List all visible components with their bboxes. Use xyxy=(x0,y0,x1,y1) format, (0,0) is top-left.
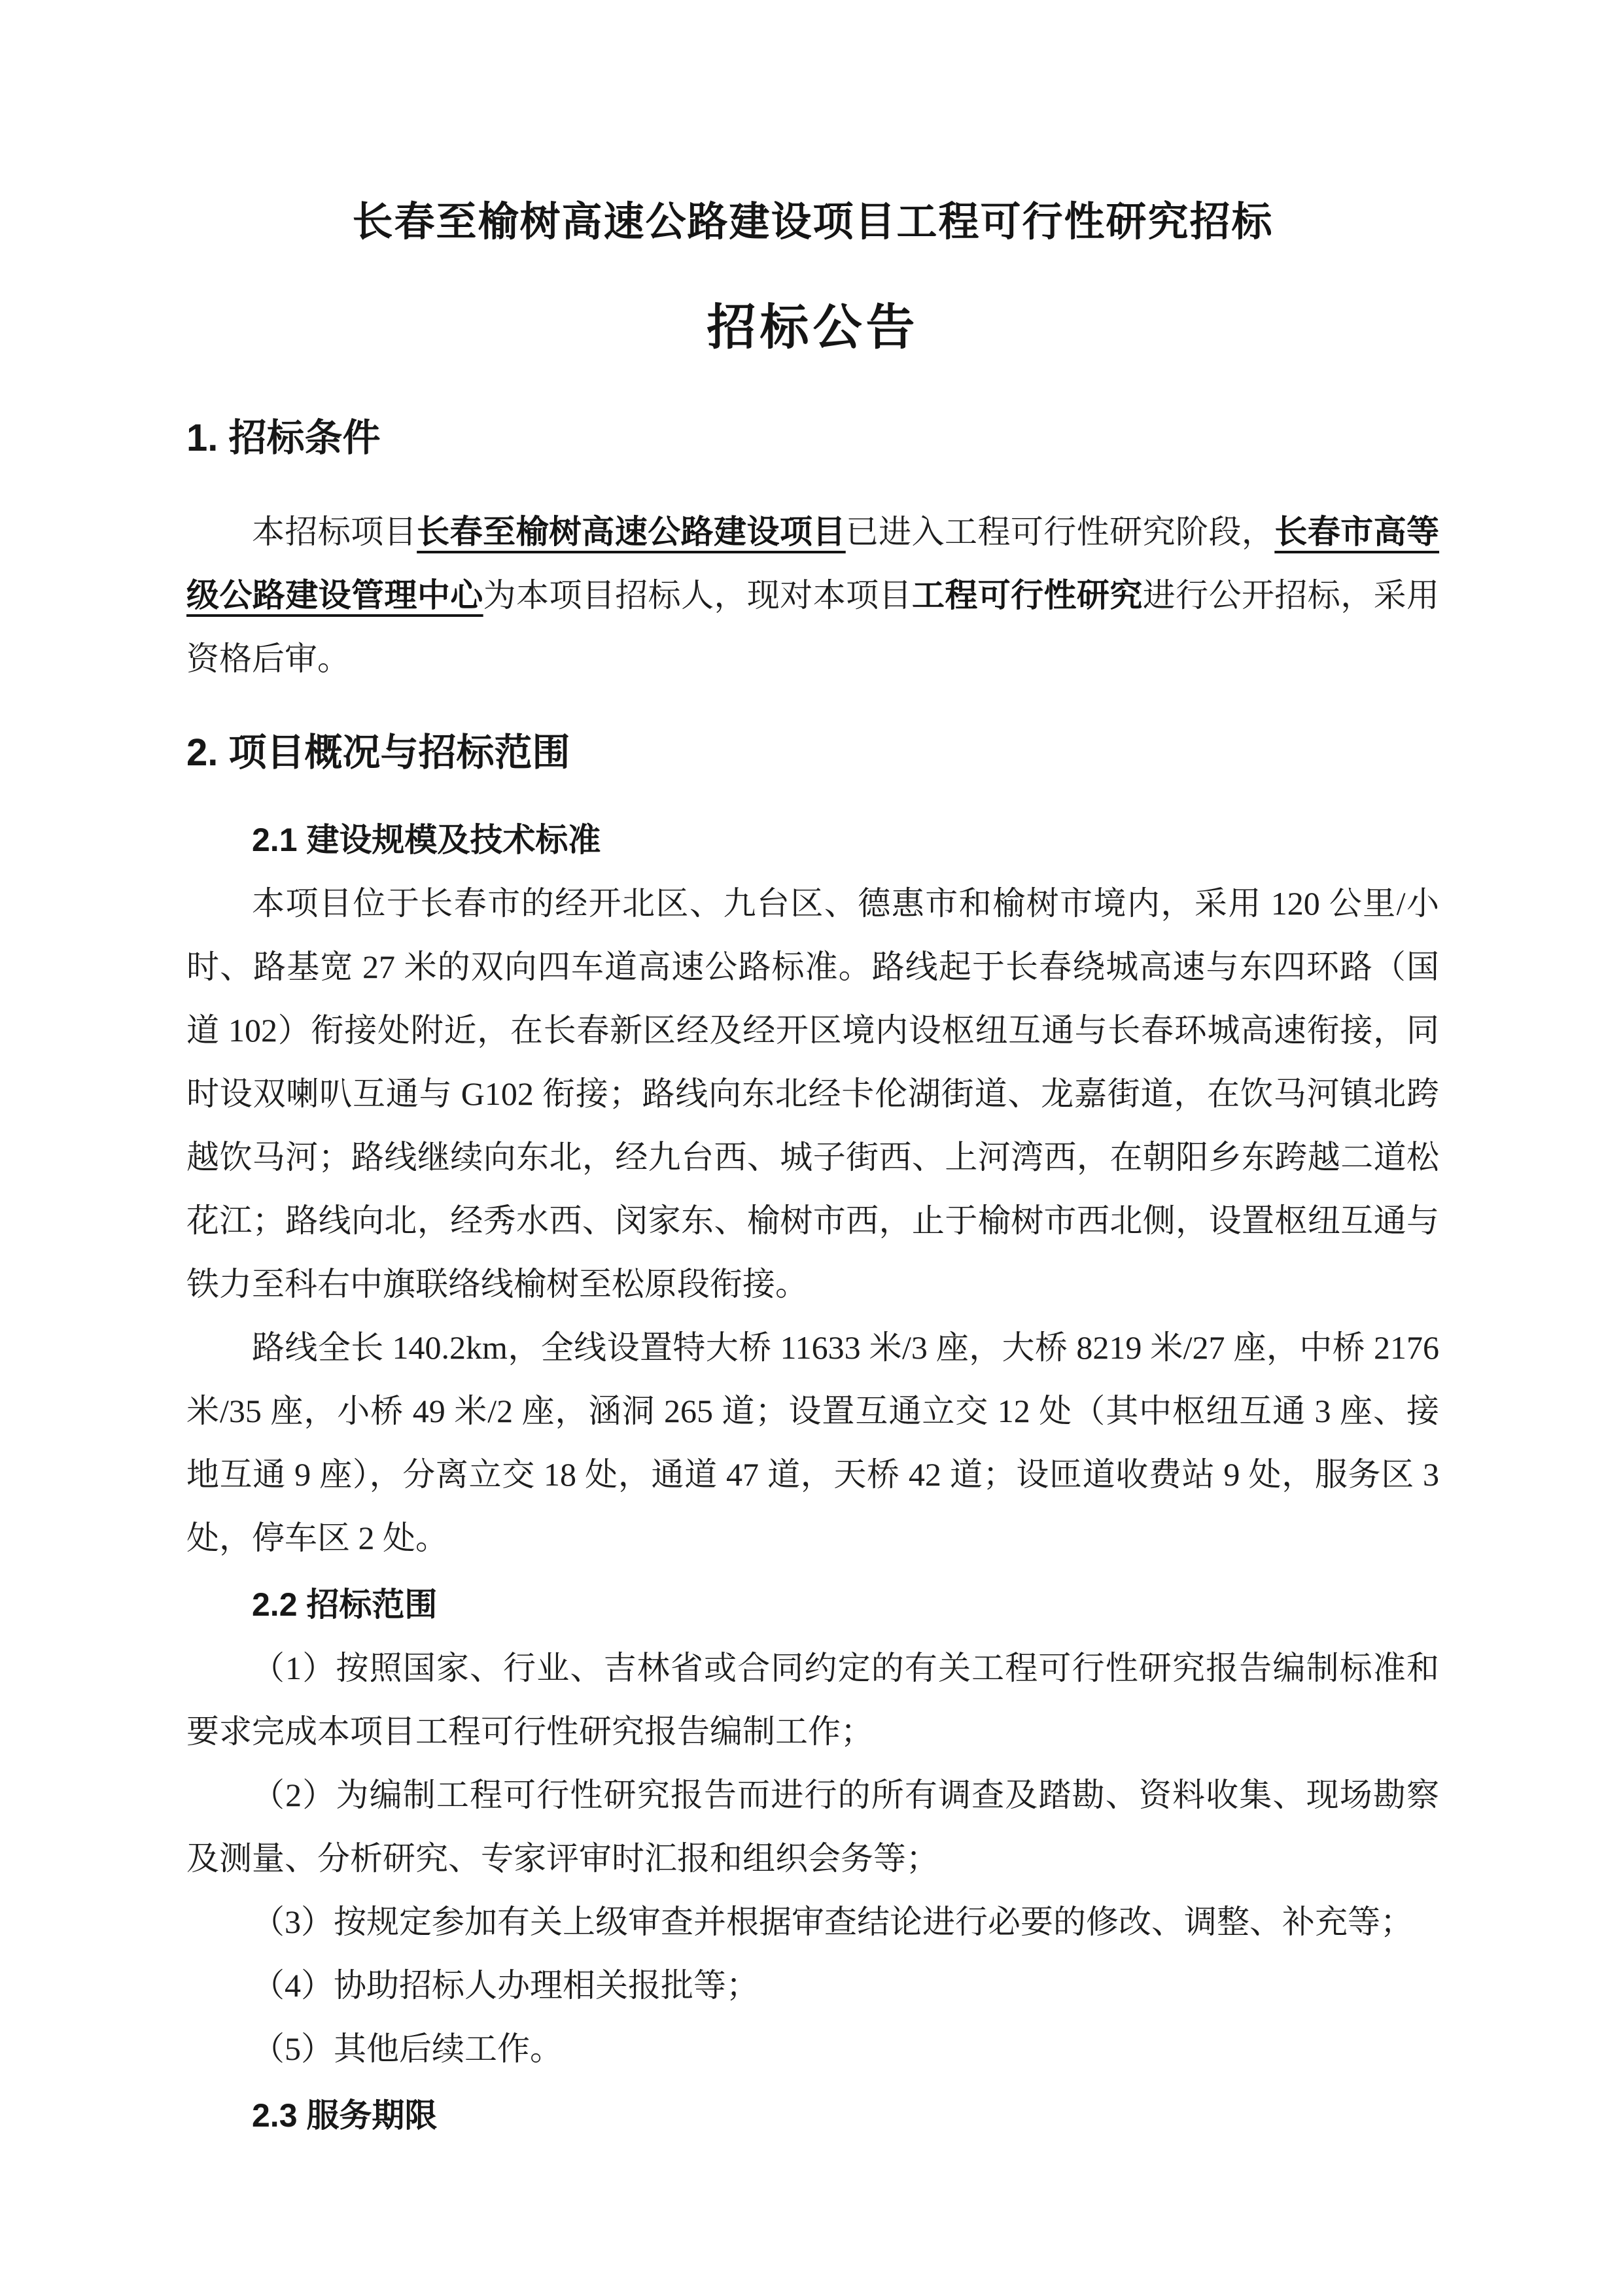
text-segment: 工程可行性研究 xyxy=(911,577,1143,614)
tender-conditions-paragraph xyxy=(186,500,1439,691)
subsection-2-3-heading: 2.3 服务期限 xyxy=(252,2097,438,2134)
doc-title: 长春至榆树高速公路建设项目工程可行性研究招标 xyxy=(352,200,1274,245)
text-segment: 为本项目招标人，现对本项目 xyxy=(483,577,912,614)
section-2-heading: 2. 项目概况与招标范围 xyxy=(186,731,570,774)
text-segment: 长春至榆树高速公路建设项目 xyxy=(417,513,846,550)
subsection-2-2-heading: 2.2 招标范围 xyxy=(252,1586,438,1623)
scope-item: （3）按规定参加有关上级审查并根据审查结论进行必要的修改、调整、补充等； xyxy=(252,1904,1413,1940)
construction-scale-paragraph: 本项目位于长春市的经开北区、九台区、德惠市和榆树市境内，采用 120 公里/小时、路基宽 27 米的双向四车道高速公路标准。路线起于长春绕城高速与东四环路（国道 102）衔接处附近，在长春新区经及经开区境内设枢纽互通与长春环城高速衔接，同时设双喇叭互通与 G102 衔接；路线向东北经卡伦湖街道、龙嘉街道，在饮马河镇北跨越饮马河；路线继续向东北，经九台西、城子街西、上河湾西，在朝阳乡东跨越二道松花江；路线向北，经秀水西、闵家东、榆树市西，止于榆树市西北侧，设置枢纽互通与铁力至科右中旗联络线榆树至松原段衔接。 xyxy=(186,885,1439,1302)
text-segment: 本招标项目 xyxy=(252,513,417,550)
route-length-paragraph: 路线全长 140.2km，全线设置特大桥 11633 米/3 座，大桥 8219 米/27 座，中桥 2176 米/35 座，小桥 49 米/2 座，涵洞 265 道；设置互通立交 12 处（其中枢纽互通 3 座、接地互通 9 座），分离立交 18 处，通道 47 道，天桥 42 道；设匝道收费站 9 处，服务区 3 处，停车区 2 处。 xyxy=(186,1329,1439,1556)
scope-item: （5）其他后续工作。 xyxy=(252,2030,563,2067)
text-segment: 已进入工程可行性研究阶段， xyxy=(845,513,1275,550)
section-1-heading: 1. 招标条件 xyxy=(186,417,381,459)
text-segment: 长春市高等级公路建设管理中心 xyxy=(186,513,1440,614)
doc-subtitle: 招标公告 xyxy=(707,300,919,355)
subsection-2-1-heading: 2.1 建设规模及技术标准 xyxy=(252,822,601,858)
scope-item-list xyxy=(186,1637,1439,2081)
scope-item: （1）按照国家、行业、吉林省或合同约定的有关工程可行性研究报告编制标准和要求完成本项目工程可行性研究报告编制工作； xyxy=(186,1650,1439,1750)
scope-item: （4）协助招标人办理相关报批等； xyxy=(252,1967,759,2004)
scope-item: （2）为编制工程可行性研究报告而进行的所有调查及踏勘、资料收集、现场勘察及测量、分析研究、专家评审时汇报和组织会务等； xyxy=(186,1777,1439,1877)
text-segment: 进行公开招标，采用资格后审。 xyxy=(186,577,1440,677)
